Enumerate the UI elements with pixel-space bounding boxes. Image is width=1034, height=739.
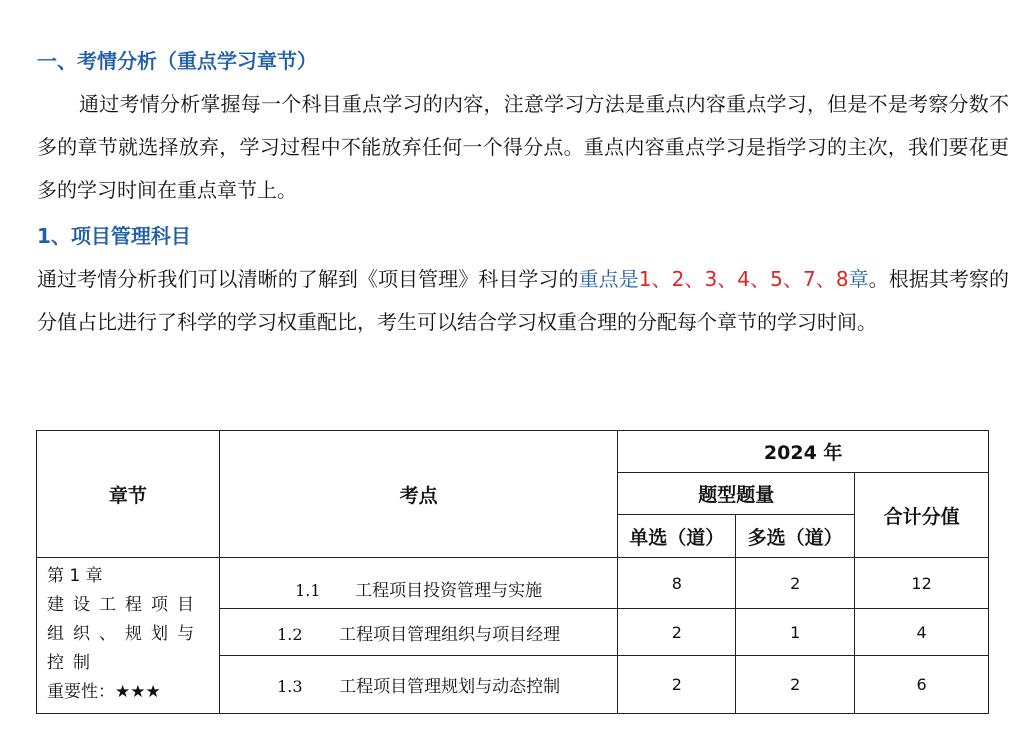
topic-cell (219, 656, 618, 714)
subject-paragraph (37, 258, 1009, 344)
total-score: 6 (855, 656, 989, 714)
single-count: 2 (618, 656, 736, 714)
header-multiple: 多选（道） (736, 515, 855, 558)
multiple-count: 1 (736, 609, 855, 656)
single-count: 2 (618, 609, 736, 656)
header-year: 2024 年 (618, 431, 989, 473)
topic-name: 工程项目管理规划与动态控制 (339, 677, 561, 698)
topic-number: 1.3 (277, 677, 303, 697)
single-count: 8 (618, 558, 736, 609)
header-chapter: 章节 (37, 431, 220, 558)
header-total: 合计分值 (855, 473, 989, 558)
total-score: 4 (855, 609, 989, 656)
table-row (37, 558, 989, 609)
intro-paragraph: 通过考情分析掌握每一个科目重点学习的内容，注意学习方法是重点内容重点学习，但是不是考察分数不多的章节就选择放弃，学习过程中不能放弃任何一个得分点。重点内容重点学习是指学习的主次，我们要花更多的学习时间在重点章节上。 (37, 92, 1009, 202)
topic-number: 1.1 (295, 580, 321, 600)
topic-cell (219, 558, 618, 609)
multiple-count: 2 (736, 656, 855, 714)
topic-cell (219, 609, 618, 656)
subject-text-start: 通过考情分析我们可以清晰的了解到《项目管理》科目学习的 (37, 267, 579, 291)
topic-name: 工程项目管理组织与项目经理 (339, 624, 561, 645)
chapter-name-line3: 控制 (47, 653, 99, 673)
key-label: 重点是 (578, 267, 639, 291)
header-question-types: 题型题量 (618, 473, 855, 515)
topic-number: 1.2 (277, 624, 303, 644)
chapter-name-line1: 建设工程项目 (47, 595, 203, 615)
chapter-number: 第 1 章 (47, 566, 103, 586)
chapter-cell (37, 558, 220, 714)
subject-heading: 1、项目管理科目 (37, 224, 191, 248)
header-topic: 考点 (219, 431, 618, 558)
total-score: 12 (855, 558, 989, 609)
topic-name: 工程项目投资管理与实施 (355, 580, 543, 601)
key-suffix: 章 (848, 267, 869, 291)
header-single: 单选（道） (618, 515, 736, 558)
chapter-importance: 重要性：★★★ (47, 682, 161, 702)
exam-weight-table (36, 430, 989, 714)
section-heading: 一、考情分析（重点学习章节） (37, 49, 317, 73)
chapter-name-line2: 组织、规划与 (47, 624, 203, 644)
multiple-count: 2 (736, 558, 855, 609)
subject-text-end: 。根据其考察的分值占比进行了科学的学习权重配比，考生可以结合学习权重合理的分配每个章节的学习时间。 (37, 267, 1010, 334)
key-chapters: 1、2、3、4、5、7、8 (638, 267, 849, 291)
